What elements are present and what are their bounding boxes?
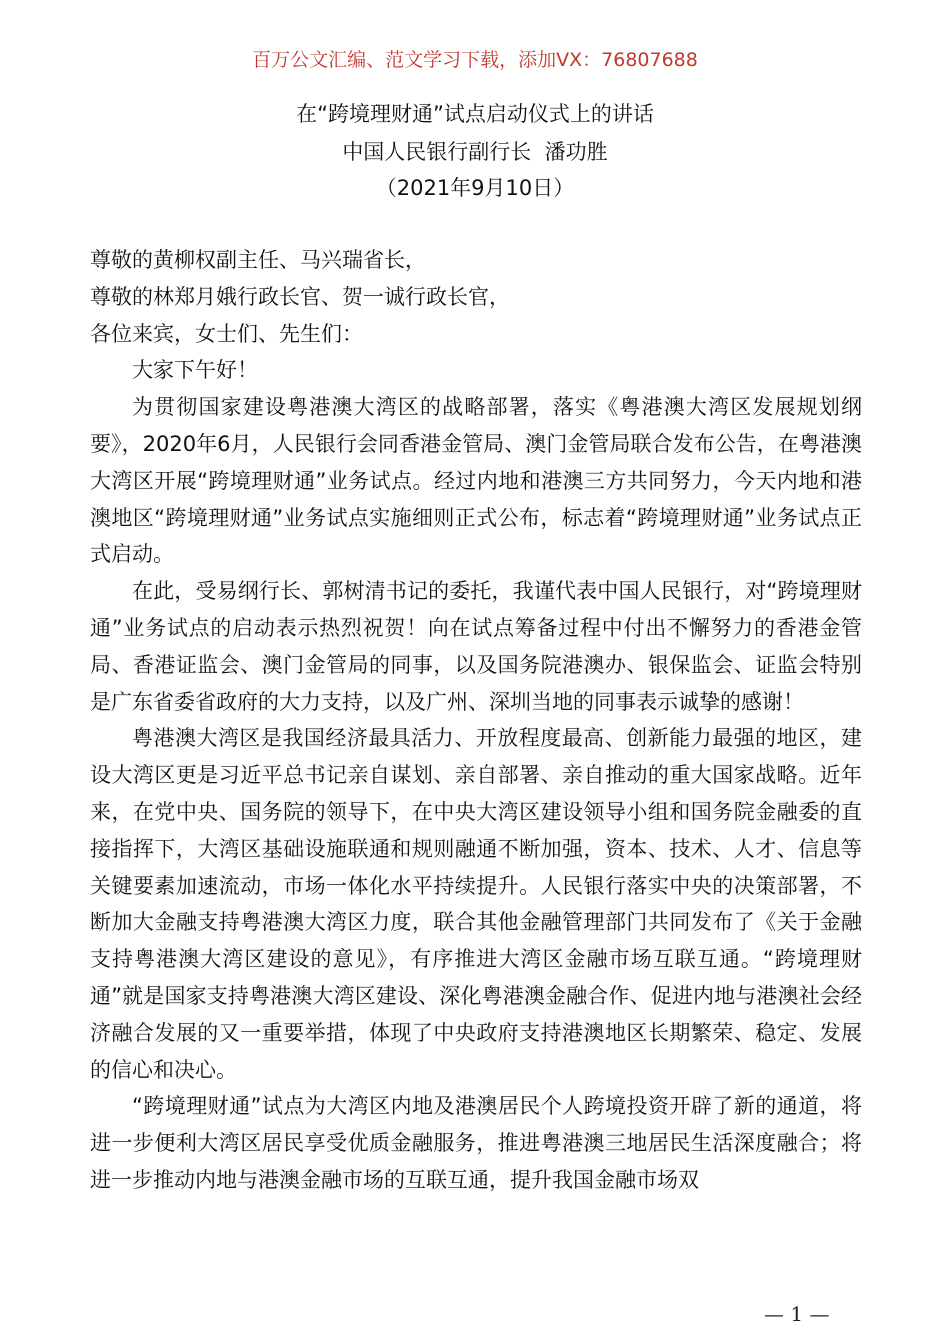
body-paragraph: “跨境理财通”试点为大湾区内地及港澳居民个人跨境投资开辟了新的通道，将进一步便利大湾区居民享受优质金融服务，推进粤港澳三地居民生活深度融合；将进一步推动内地与港澳金融市场的互联互通，提升我国金融市场双 — [90, 1094, 862, 1192]
salutation-line: 各位来宾，女士们、先生们： — [90, 321, 363, 346]
speaker-line: 中国人民银行副行长 潘功胜 — [342, 140, 608, 164]
speech-date: （2021年9月10日） — [375, 176, 575, 200]
body-paragraph: 粤港澳大湾区是我国经济最具活力、开放程度最高、创新能力最强的地区，建设大湾区更是习近平总书记亲自谋划、亲自部署、亲自推动的重大国家战略。近年来，在党中央、国务院的领导下，在中央大湾区建设领导小组和国务院金融委的直接指挥下，大湾区基础设施联通和规则融通不断加强，资本、技术、人才、信息等关键要素加速流动，市场一体化水平持续提升。人民银行落实中央的决策部署，不断加大金融支持粤港澳大湾区力度，联合其他金融管理部门共同发布了《关于金融支持粤港澳大湾区建设的意见》，有序推进大湾区金融市场互联互通。“跨境理财通”就是国家支持粤港澳大湾区建设、深化粤港澳金融合作、促进内地与港澳社会经济融合发展的又一重要举措，体现了中央政府支持港澳地区长期繁荣、稳定、发展的信心和决心。 — [90, 726, 862, 1082]
salutation-line: 尊敬的黄柳权副主任、马兴瑞省长， — [90, 248, 426, 272]
greeting-paragraph: 大家下午好！ — [132, 358, 258, 383]
body-paragraph: 为贯彻国家建设粤港澳大湾区的战略部署，落实《粤港澳大湾区发展规划纲要》，2020年6月，人民银行会同香港金管局、澳门金管局联合发布公告，在粤港澳大湾区开展“跨境理财通”业务试点。经过内地和港澳三方共同努力，今天内地和港澳地区“跨境理财通”业务试点实施细则正式公布，标志着“跨境理财通”业务试点正式启动。 — [90, 395, 862, 567]
body-paragraph: 在此，受易纲行长、郭树清书记的委托，我谨代表中国人民银行，对“跨境理财通”业务试点的启动表示热烈祝贺！向在试点筹备过程中付出不懈努力的香港金管局、香港证监会、澳门金管局的同事，以及国务院港澳办、银保监会、证监会特别是广东省委省政府的大力支持，以及广州、深圳当地的同事表示诚挚的感谢！ — [90, 579, 862, 714]
watermark-banner: 百万公文汇编、范文学习下载，添加VX：76807688 — [252, 49, 698, 71]
speech-body — [90, 242, 862, 1199]
speech-title: 在“跨境理财通”试点启动仪式上的讲话 — [296, 102, 654, 126]
salutation-line: 尊敬的林郑月娥行政长官、贺一诚行政长官， — [90, 284, 510, 309]
page-number: — 1 — — [764, 1302, 830, 1326]
